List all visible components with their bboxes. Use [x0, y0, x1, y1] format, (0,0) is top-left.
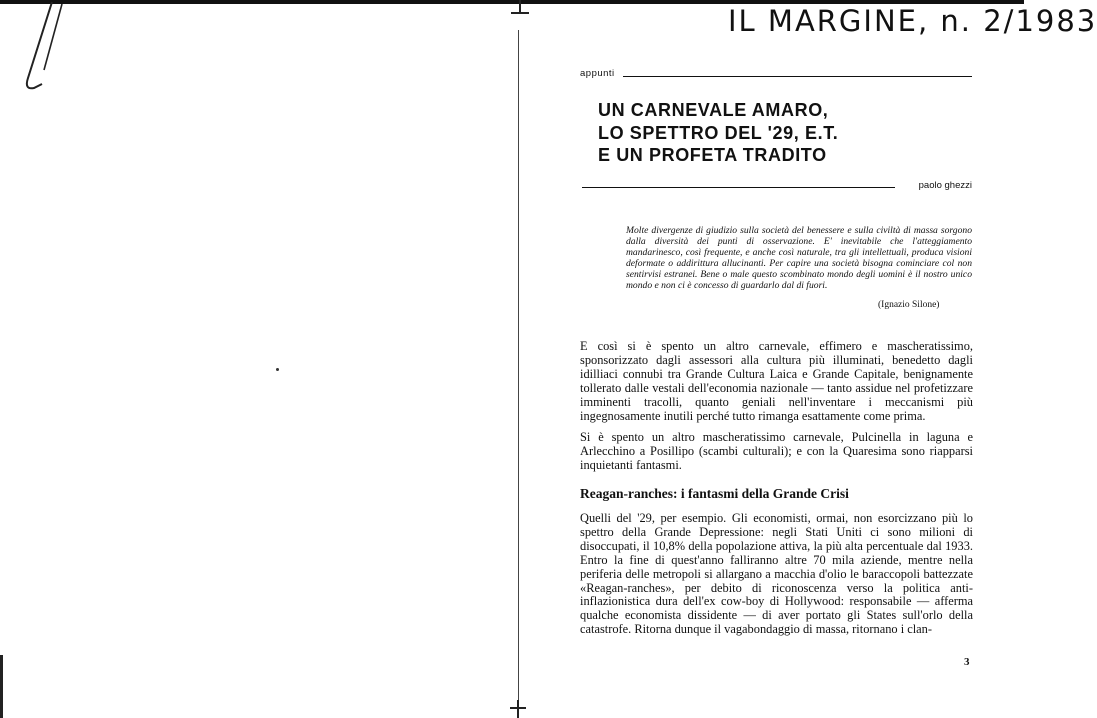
page-gutter-line [518, 30, 519, 718]
section-subheading: Reagan-ranches: i fantasmi della Grande Crisi [580, 486, 849, 501]
epigraph-quote: Molte divergenze di giudizio sulla società del benessere e sulla civiltà di massa sorgono dalla diversità dei punti di osservazione. E' inevitabile che l'atteggiamento mandarinesco, così frequente, e anche così naturale, tra gli intellettuali, produca visioni deformate o addirittura allucinanti. Per capire una società bisogna cominciare col non sentirvisi estranei. Bene o male questo scombinato mondo degli uomini è il nostro unico mondo e non ci è concesso di guardarlo dal di fuori. [626, 225, 972, 291]
section-rule [623, 76, 972, 77]
scan-speck [276, 368, 279, 371]
author-name: paolo ghezzi [918, 180, 972, 191]
section-header [580, 68, 972, 79]
scan-left-edge [0, 655, 3, 718]
handwritten-annotation: IL MARGINE, n. 2/1983 [728, 4, 1097, 38]
article-title [598, 99, 838, 167]
body-paragraph: Si è spento un altro mascheratissimo carnevale, Pulcinella in laguna e Arlecchino a Posillipo (scambi culturali); e con la Quaresima sono riapparsi inquietanti fantasmi. [580, 430, 973, 472]
paperclip-icon [14, 0, 78, 92]
body-paragraph: Quelli del '29, per esempio. Gli economisti, ormai, non esorcizzano più lo spettro della Grande Depressione: negli Stati Uniti ci sono milioni di disoccupati, il 10,8% della popolazione attiva, la più alta percentuale dal 1933. Entro la fine di quest'anno falliranno altre 70 mila aziende, mentre nella periferia delle metropoli si allargano a macchia d'olio le baraccopoli battezzate «Reagan-ranches», per debito di riconoscenza verso la politica anti-inflazionistica dura dell'ex cow-boy di Hollywood: responsabile — afferma qualche economista dissidente — di aver portato gli States sull'orlo della catastrofe. Ritorna dunque il vagabondaggio di massa, ritornano i clan- [580, 511, 973, 637]
title-line: LO SPETTRO DEL '29, E.T. [598, 122, 839, 143]
title-line: E UN PROFETA TRADITO [598, 145, 827, 165]
title-line: UN CARNEVALE AMARO, [598, 100, 829, 120]
body-paragraph: E così si è spento un altro carnevale, effimero e mascheratissimo, sponsorizzato dagli assessori alla cultura più illuminati, benedetto dagli idilliaci connubi tra Grande Cultura Laica e Grande Capitale, benignamente tollerato dalle vestali dell'economia nazionale — tanto assidue nel profetizzare imminenti tracolli, quanto geniali nell'inventare i meccanismi più ingegnosamente inutili perché tutto rimanga esattamente come prima. [580, 339, 973, 423]
binding-mark-icon [509, 0, 531, 18]
section-label: appunti [580, 68, 615, 79]
page-number: 3 [964, 656, 970, 668]
binding-foot-mark [508, 700, 528, 718]
byline [582, 180, 972, 191]
epigraph-source: (Ignazio Silone) [878, 300, 940, 310]
byline-rule [582, 187, 895, 188]
